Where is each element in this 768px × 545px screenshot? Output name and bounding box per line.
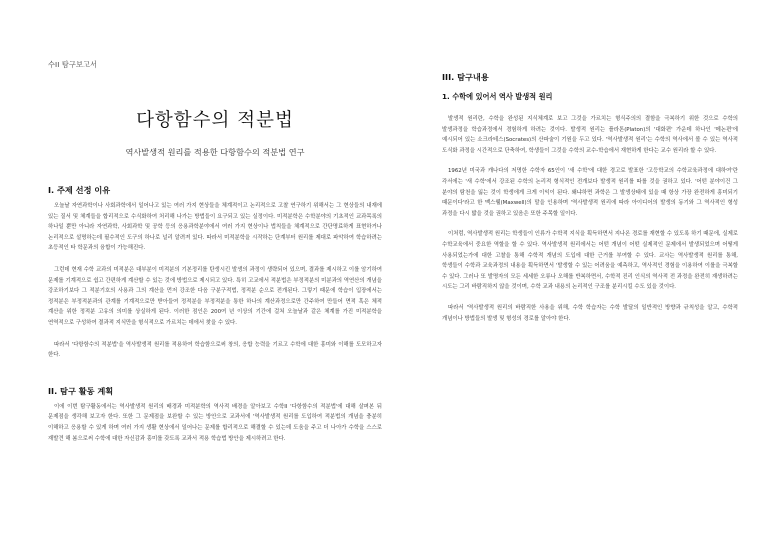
document-title: 다항함수의 적분법 xyxy=(136,110,294,131)
paragraph: 따라서 '역사발생적 원리의 바람직한 사용을 위해, 수학 학습자는 수학 발달의 일반적인 방향과 규칙성을 알고, 수학적 개념이나 방법들의 발생 및 형성의 경로를 알아야 한다. xyxy=(442,304,738,322)
section-heading-2: II. 탐구 활동 계획 xyxy=(48,385,114,396)
section-heading-1: I. 주제 선정 이유 xyxy=(48,185,111,195)
paragraph: 발생적 원리란, 수학을 완성된 지식체계로 보고 그것을 가르치는 형식주의의 결함을 극복하기 위한 것으로 수학의 발생과정을 학습과정에서 경험하게 하려는 것이다. 발생적 원리는 플라톤(Platon)의 '대화편' 가운데 하나인 '메논편'에 예시되어 있는 소크라테스(Socrates)의 산파술이 기원을 두고 있다. '역사발생적 원리'는 수학의 역사에서 볼 수 있는 역사적 도식화 과정을 시간적으로 단축하여, 학생들이 그것을 수학의 교수-학습에서 재현하게 한다는 교수 원리라 할 수 있다. xyxy=(442,116,738,154)
paragraph: 1962년 미국과 캐나다의 저명한 수학자 65인이 '새 수학'에 대한 경고로 발표한 '고등학교의 수학교육과정에 대하여'란 각서에는 '새 수학'에서 강조된 수학의 논리적 형식적인 전개보다 발생적 원리를 따를 것을 권하고 있다. '어떤 분야이건 그 분야의 탐천을 잃는 것이 학생에게 크게 이익이 된다. 왜냐하면 과학은 그 발생상태에 있을 때 항상 가장 완전하게 흥미되기 때문이다'라고 한 맥스웰(Maxwell)의 말을 인용하며 '역사발생적 원리에 따라 아이디어의 발생의 동기와 그 역사적인 형성 과정을 다시 밟을 것을 권하고 있음은 또한 주목할 일이다. xyxy=(442,168,738,217)
right-column xyxy=(442,72,738,334)
paragraph: 이처럼, 역사발생적 원리는 학생들이 인류가 수학적 지식을 획득하면서 지나온 경로를 재현할 수 있도록 하기 때문에, 실제로 수학교육에서 중요한 역할을 할 수 있다. 역사발생적 원리에서는 어떤 개념이 어떤 실제적인 문제에서 발생되었으며 어떻게 사용되었는가에 대한 고찰을 통해 수학적 개념의 도입에 대한 근거를 부여할 수 있다. 교사는 역사발생적 원리를 통해, 학생들이 수학과 교육과정의 내용을 획득하면서 '발생할 수 있는 어려움을 예측하고, 역사적인 경험을 이용하여 이를을 극복할 수 있다. 그러나 또 발명자의 모든 세세한 오류나 오해를 반복하면서, 수학적 진리 인식의 역사적 전 과정을 완전히 재생하려는 시도는 그리 바람직하지 않을 것이며, 수학 교과 내용의 논리적인 구조를 분리시킬 수도 있을 것이다. xyxy=(442,231,738,291)
report-tag: 수II 탐구보고서 xyxy=(48,60,98,69)
paragraph: 오늘날 자연과학이나 사회과학에서 일어나고 있는 여러 가지 현상들을 체계적이고 논리적으로 고찰 연구하기 위해서는 그 현상들의 내재에 있는 질서 및 체계들을 합리적으로 수식화하여 처리해 나가는 방법들이 요구되고 있는 실정이다. 미적분학은 수학분야의 기초적인 교과목록의 하나일 뿐만 아니라 자연과학, 사회과학 및 공학 등의 응용과학분야에서 여러 가지 현상이나 법칙들을 체계적으로 간단명료하게 표현하거나 논리적으로 설명하는데 필수적인 도구의 하나로 널리 알려져 있다. 따라서 미적분학을 시작하는 단계부터 원리를 제대로 파악하여 학습하려는 초등적인 타 학문과의 융합이 가능해진다. xyxy=(48,203,382,252)
subsection-heading: 1. 수학에 있어서 역사 발생적 원리 xyxy=(442,92,553,101)
paragraph: 그런데 현재 수학 교과의 미적분은 대부분이 미적분의 기본정리를 탄생시킨 발생의 과정이 생략되어 있으며, 결과를 제시하고 이를 암기하여 문제를 기계적으로 쉽고 간편하게 계산할 수 있는 것에 방법으로 제시되고 있다. 특히 고교에서 적분법은 부정적분의 미분과의 역연산의 개념을 강조하기보다 그 적분기호의 사용과 그의 계산을 먼저 강조한 다음 구분구적법, 정적분 순으로 전개된다. 그렇기 때문에 학습이 입장에서는 정적분은 부정적분과의 관계를 기계적으로만 받아들여 정적분을 부정적분을 통한 하나의 계산과정으로만 간주하여 만들어 면적 혹은 체적 계산을 위한 정적분 고유의 의미를 상실하게 된다. 이러한 점인은 200여 년 이상의 기간에 걸쳐 오늘날과 같은 체계를 가진 미적분학을 연역적으로 구성하여 결과적 지식만을 형식적으로 가르치는 데에서 찾을 수 있다. xyxy=(48,266,382,326)
document-subtitle: 역사발생적 원리를 적용한 다항함수의 적분법 연구 xyxy=(125,147,305,157)
paragraph: 이에 이번 탐구활동에서는 역사발생적 원리의 배경과 미적분학의 역사적 배경을 알아보고 수학II '다항함수의 적분법'에 대해 살펴본 뒤 문제점을 생각해 보고자 한다. 또한 그 문제점을 보완할 수 있는 방안으로 교과서에 '역사발생적 원리를 도입하여 적분법의 개념을 충분히 이해하고 응용할 수 있게 하며 여러 가지 생활 현상에서 일어나는 문제를 합리적으로 해결할 수 있는데 도움을 주고 더 나아가 수학을 스스로 재발견 해 봄으로써 수학에 대한 자신감과 흥미를 갖도록 교과서 적용 학습법 방안을 제시하려고 한다. xyxy=(48,403,382,442)
section-heading-3: III. 탐구내용 xyxy=(442,72,489,82)
left-column xyxy=(48,60,382,455)
paragraph: 따라서 '다항함수의 적분법'을 역사발생적 원리를 적용하여 학습함으로써 창의, 응합 능력을 기르고 수학에 대한 흥미와 이해를 도모하고자 한다. xyxy=(48,341,382,359)
